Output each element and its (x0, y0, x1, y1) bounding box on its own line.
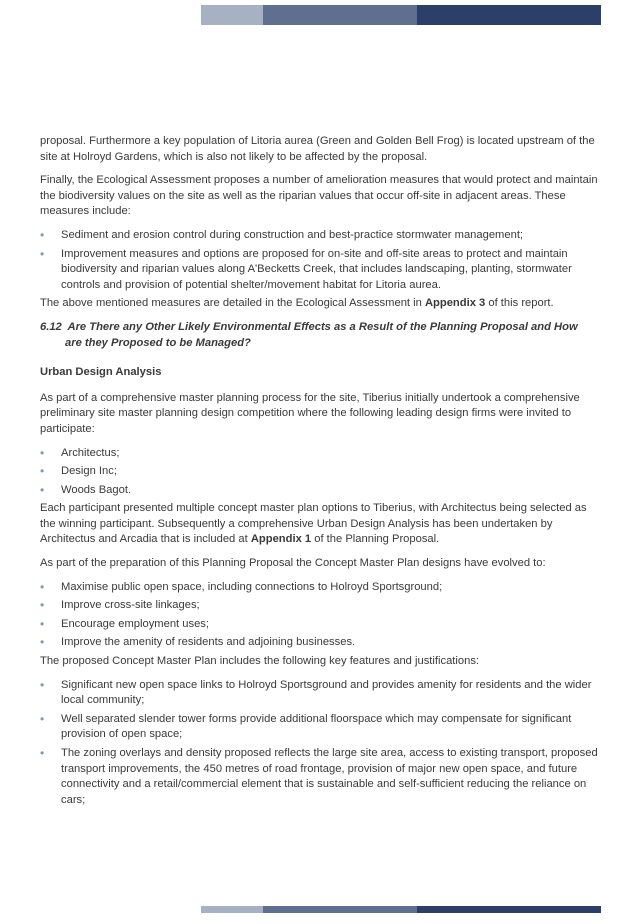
list-item: • Significant new open space links to Holroyd Sportsground and provides amenity for residents and the wider local community; (40, 677, 592, 707)
header-bar-dark-segment (417, 5, 601, 25)
bullet-icon: • (40, 482, 45, 497)
firms-list (40, 446, 600, 499)
list-item: • Improvement measures and options are proposed for on-site and off-site areas to protect and maintain biodiversity and riparian values along A'Becketts Creek, that includes landscaping, planting, stormwater controls and provision of potential shelter/movement habitat for Litoria aurea. (40, 246, 572, 291)
header-color-bar (201, 5, 601, 25)
list-item: • Well separated slender tower forms provide additional floorspace which may compensate for significant provision of open space; (40, 711, 572, 741)
list-item: • Improve cross-site linkages; (40, 598, 200, 613)
subheading-urban-design: Urban Design Analysis (40, 366, 162, 379)
bullet-icon: • (40, 445, 45, 460)
paragraph-winner: Each participant presented multiple concept master plan options to Tiberius, with Architectus being selected as the winning participant. Subsequently a comprehensive Urban Design Analysis has been undertaken by Architectus and Arcadia that is included at Appendix 1 of the Planning Proposal. (40, 502, 587, 546)
list-item: • Woods Bagot. (40, 482, 132, 497)
paragraph-features: The proposed Concept Master Plan includes the following key features and justifications: (40, 655, 480, 668)
list-item: • Architectus; (40, 445, 120, 460)
bullet-icon: • (40, 579, 45, 594)
footer-color-bar (201, 906, 601, 913)
footer-bar-dark-segment (417, 906, 601, 913)
page-content (40, 134, 600, 811)
section-number: 6.12 (40, 320, 62, 333)
bullet-icon: • (40, 677, 45, 692)
paragraph-appendix-3: The above mentioned measures are detailed in the Ecological Assessment in Appendix 3 of this report. (40, 297, 554, 310)
section-title-line1: Are There any Other Likely Environmental Effects as a Result of the Planning Proposal and How (67, 320, 578, 333)
bullet-icon: • (40, 246, 45, 261)
evolved-list (40, 580, 600, 651)
paragraph-competition: As part of a comprehensive master planning process for the site, Tiberius initially undertook a comprehensive preliminary site master planning design competition where the following leading design firms were invited to participate: (40, 391, 580, 435)
bullet-icon: • (40, 464, 45, 479)
paragraph-amelioration: Finally, the Ecological Assessment proposes a number of amelioration measures that would protect and maintain the biodiversity values on the site as well as the riparian values that occur off-site in adjacent areas. These measures include: (40, 174, 598, 218)
header-bar-mid-segment (263, 5, 417, 25)
bullet-icon: • (40, 635, 45, 650)
bullet-icon: • (40, 598, 45, 613)
features-list (40, 678, 600, 809)
list-item: • Design Inc; (40, 464, 117, 479)
footer-bar-light-segment (201, 906, 263, 913)
header-bar-light-segment (201, 5, 263, 25)
bullet-icon: • (40, 227, 45, 242)
paragraph-litoria: proposal. Furthermore a key population of Litoria aurea (Green and Golden Bell Frog) is located upstream of the site at Holroyd Gardens, which is also not likely to be affected by the proposal. (40, 135, 595, 163)
list-item: • Sediment and erosion control during construction and best-practice stormwater management; (40, 227, 524, 242)
list-item: • Encourage employment uses; (40, 616, 210, 631)
bullet-icon: • (40, 616, 45, 631)
bullet-icon: • (40, 746, 45, 760)
list-item: • The zoning overlays and density proposed reflects the large site area, access to existing transport, proposed transport improvements, the 450 metres of road frontage, provision of major new open space, and future connectivity and a retail/commercial element that is sustainable and self-sufficient reducing the reliance on cars; (40, 746, 598, 806)
section-heading (40, 320, 600, 351)
bullet-icon: • (40, 711, 45, 726)
measures-list (40, 228, 600, 293)
list-item: • Maximise public open space, including connections to Holroyd Sportsground; (40, 579, 443, 594)
footer-bar-mid-segment (263, 906, 417, 913)
paragraph-evolved: As part of the preparation of this Planning Proposal the Concept Master Plan designs have evolved to: (40, 557, 546, 570)
section-title-line2: are they Proposed to be Managed? (65, 336, 251, 349)
list-item: • Improve the amenity of residents and adjoining businesses. (40, 635, 356, 650)
